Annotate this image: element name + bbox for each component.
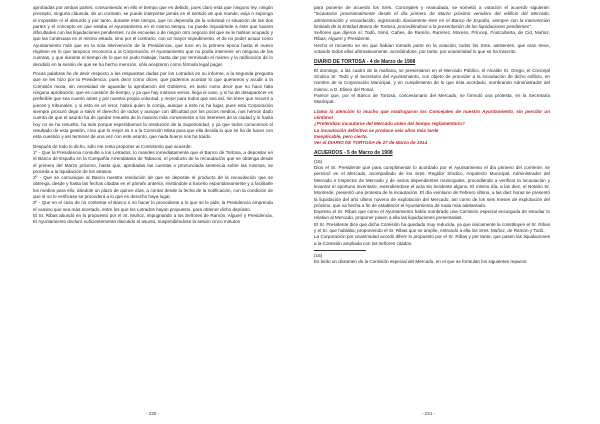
footnote-divider [314, 250, 366, 251]
paragraph: Parece que, por el Banco de Tortosa, concesionario del Mercado, se formuló una protesta, en la Secretaría Municipal. [314, 92, 550, 105]
paragraph: El domingo, a las cuatro de la mañana, se presentaron en el Mercado Público, el Alcalde Sr. Grego, el Concejal Síndico Sr. Todó y el Secretario del Ayuntamiento, con objeto de proceder a la incautación de dicho edificio, en nombre de la Corporación Municipal, y en cumplimiento de lo que ésta acordado, nombrando Administrador del mismo, a D. Eliseo del Rosal. [314, 67, 550, 92]
paragraph [314, 5, 550, 30]
section-heading-diario: DIARIO DE TORTOSA - 4 de Marzo de 1908 [314, 59, 416, 66]
page-number: - 221 - [422, 411, 436, 416]
page-number: - 220 - [146, 411, 160, 416]
right-text-column [314, 5, 550, 265]
paragraph: El Sr. Ribas abundó en lo propuesto por el Sr. Muñoz, impugnando a los Señores de Ramón, Alguerí y Presidencia. El Ayuntamiento declaró suficientemente discutido el asunto, suspendiéndose la sesión cinco minutos [33, 212, 273, 225]
paragraph: La Corporación por unanimidad acordó diferir lo propuesto por el Sr. Ribas y por tanto, que pasen las liquidaciones a la Comisión ampliada con los señores citados. [314, 234, 550, 246]
paragraph: aprobadas por ambas partes, consumiendo en ello el tiempo que es debido, pues claro está que ninguno ley, ningún precepto, ninguna cláusula, de un contrato, se puede interpretar jamás en el sentido de que mande, exija o suponga el imposible ni el absurdo y por tanto, durante este tiempo, que no dependía de la voluntad ni situación de las dos partes y el concepto en que estaba el Ayuntamiento en el mismo tiempo, no puede imputársele a éste que tuviera dificultades con las liquidaciones pendientes, ni de escuelas o de ningún otro negocio del que se le habían ocupado y que las continuara en el mismo estado, sino por el contrario, con un mayor impedimento, el de no poder actuar como Ayuntamiento más que en la sola intervención de la Presidencia, que tuvo en la primera época hasta el nuevo régimen en lo que tampoco reconocía a la Corporación, el Ayuntamiento que no podía intervenir en ninguna de las cuentas, y que durante el tiempo de lo que se pudo trabajar, hasta dar por terminado el mismo y la ratificación de lo decidido en la sesión de que se ha hecho mención, sólo aceptaron como fórmula legal pagar. [33, 5, 273, 67]
vote-result-text: Hecho el recuento se vio que habían tomado parte en la votación, todos los Sres. asistentes, que eran trece, votando todos ellos afirmativamente, acordándose, por tanto, por unanimidad lo que se ha trascrito. [314, 42, 550, 55]
paragraph: Expresa el Sr. Ribas que como el Ayuntamiento había nombrado una Comisión especial encargada de estudiar lo relativo al Mercado, proponer pasen a ella las liquidaciones presentadas. [314, 209, 550, 221]
intro-quote: "Incautarse provisionalmente desde el día primero de Marzo próximo venidero del edificio del Mercado, administración y recaudación, ingresando diariamente éste en el Banco de España, siempre con la intervención limitada de la Entidad Banco de Tortosa, procediéndose a la presentación de las liquidaciones pendientes". [314, 11, 550, 29]
paragraph: 1º - Que la Presidencia consulte a los Letrados, lo mandes inmediatamente que el Banco de Tortosa, a depositar en el Banco de España en la Compañía Arrendataria de Tabacos, el producto de la recaudación que se obtenga desde el primero del Marzo próximo, hasta que, aprobadas las cuentas o pronunciada sentencia sobre las mismas, se proceda a la liquidación de los atrasos. [33, 149, 273, 174]
section-heading-acuerdos: ACUERDOS - 5 de Marzo de 1908 [314, 150, 393, 157]
paragraph: Después de todo lo dicho, sólo me resta proponer al Consistorio que acuerde: [33, 143, 192, 149]
footnote-text: Es leído un dictamen de la Comisión especial del Mercado, en el que se formulan los siguientes reparos: [314, 259, 528, 265]
paragraph: El Sr. Presidente dice que dicha Comisión ha quedado muy reducida, ya que únicamente la constituyen el Sr. Ribas y el Sr. que hablaba; proponiendo el Sr. Ribas que se amplíe, entrando a ella los Sres. Muñoz, de Ramón y Todó. [314, 221, 550, 233]
vote-text: Señores que dijeron sí: Todó, Simó, Cañes, de Ramón, Ramírez, Moreso, Príncep, Fontcuberta, de Cid, Muñoz, Ribas, Alguerí y Presidente. [314, 30, 550, 42]
paragraph: Dios el Sr. Presidente que para cumplimentar lo acordado por el Ayuntamiento el día primero del corriente, se personó en el Mercado, acompañado de los Sres. Regidor Síndico, Arquitecto Municipal, Administrador del Mercado e Inspector de Mercado y de varios dependientes municipales, procediendo a verificar la incautación y levantar el oportuno inventario, extendiéndose el acta sin incidente alguno. El mismo día, a las diez, el Notario Sr. Monterde, presentó una protesta de la incautación. El día veintiuno de Febrero último, a las diez horas se presentó la liquidación del año último noveno de explotación del Mercado, así como de los seis meses de explotación del próximo, que va hecha a fin de establecer el Ayuntamiento de nada más adelantado. [314, 165, 550, 208]
red-annotation: Ver el DIARIO DE TORTOSA de 27 de Marzo de 1914 [314, 140, 428, 146]
paragraph: Pocas palabras he de decir respecto a las respuestas dadas por los Letrados en su informe, a la segunda pregunta que se les hizo por la Presidencia, pues decir como dicen, que podemos acordar lo que queramos y acudir a la Comisión mixta, sin necesidad de aguardar la aprobación del Gobierno, es tanto como decir que no hace falta ninguna aprobación, que es cuestión de tiempo, y ya que hay motivos serios, llega el caso, y si ha de desaparecer es preferible que sea cuanto antes y por nuestra propia voluntad, y mejor para todos que sea así, sin tener que recurrir a jueces y tribunales, y si esto es un error, habrá quien lo corrija, aunque a esto no ha lugar, pues esta Corporación siempre procuró dejar a salvo el derecho de todos y aunque con dificultad por los pocos medios, nos hemos dado cuenta de que el asunto ha de quedar resuelto de la manera más conveniente a los intereses de la ciudad y si hasta hoy no se ha resuelto, ha sido porque esperábamos la resolución de la Superioridad, y ya que todos conocemos el resultado de esta gestión, creo que lo mejor es ir a la Comisión Mixta para que ella decida lo que se ha de hacer con esta cuestión y así terminar de una vez con este asunto, que nada bueno nos ha traído. [33, 71, 273, 140]
paragraph: 3º - Que en el caso de no contestar el Banco o no hacer lo procedente a lo que se le pide, la Presidencia emprenda el camino que sea más acertado, entre los que los Letrados hayan propuesto, para obtener dicho depósito. [33, 200, 273, 212]
red-annotation: Llama la atención lo mucho que madrugaron los Concejales de nuestro Ayuntamiento, sin percibir un céntimo! [314, 108, 550, 120]
red-annotation: La incautación definitiva se produce seis años más tarde [314, 127, 439, 133]
footnote-reference: (16) [314, 252, 323, 258]
red-annotation: ¿Pretendían incautarse del Mercado antes del tiempo reglamentario? [314, 121, 465, 127]
note-reference: (15) [314, 158, 323, 164]
red-annotation: Inexplicable, pero cierto. [314, 133, 368, 139]
right-page [300, 0, 600, 424]
paragraph: 2º - Que se comunique al Banco nuestra resolución de que se deposite el producto de la recaudación que se obtenga, desde y hasta las fechas citadas en el párrafo anterior, invitándole a hacerlo espontáneamente y a facilitarle los medios para ello, dándole un plazo de quince días, a contar desde la fecha de la notificación, con la condición de que si no lo verificase se procederá a lo que en derecho haya lugar. [33, 175, 273, 199]
intro-text: para ponerse de acuerdo los Sres. Concejales y reanudada, se sometió a votación el acuerdo siguiente: [314, 5, 550, 10]
left-text-column [33, 5, 273, 225]
